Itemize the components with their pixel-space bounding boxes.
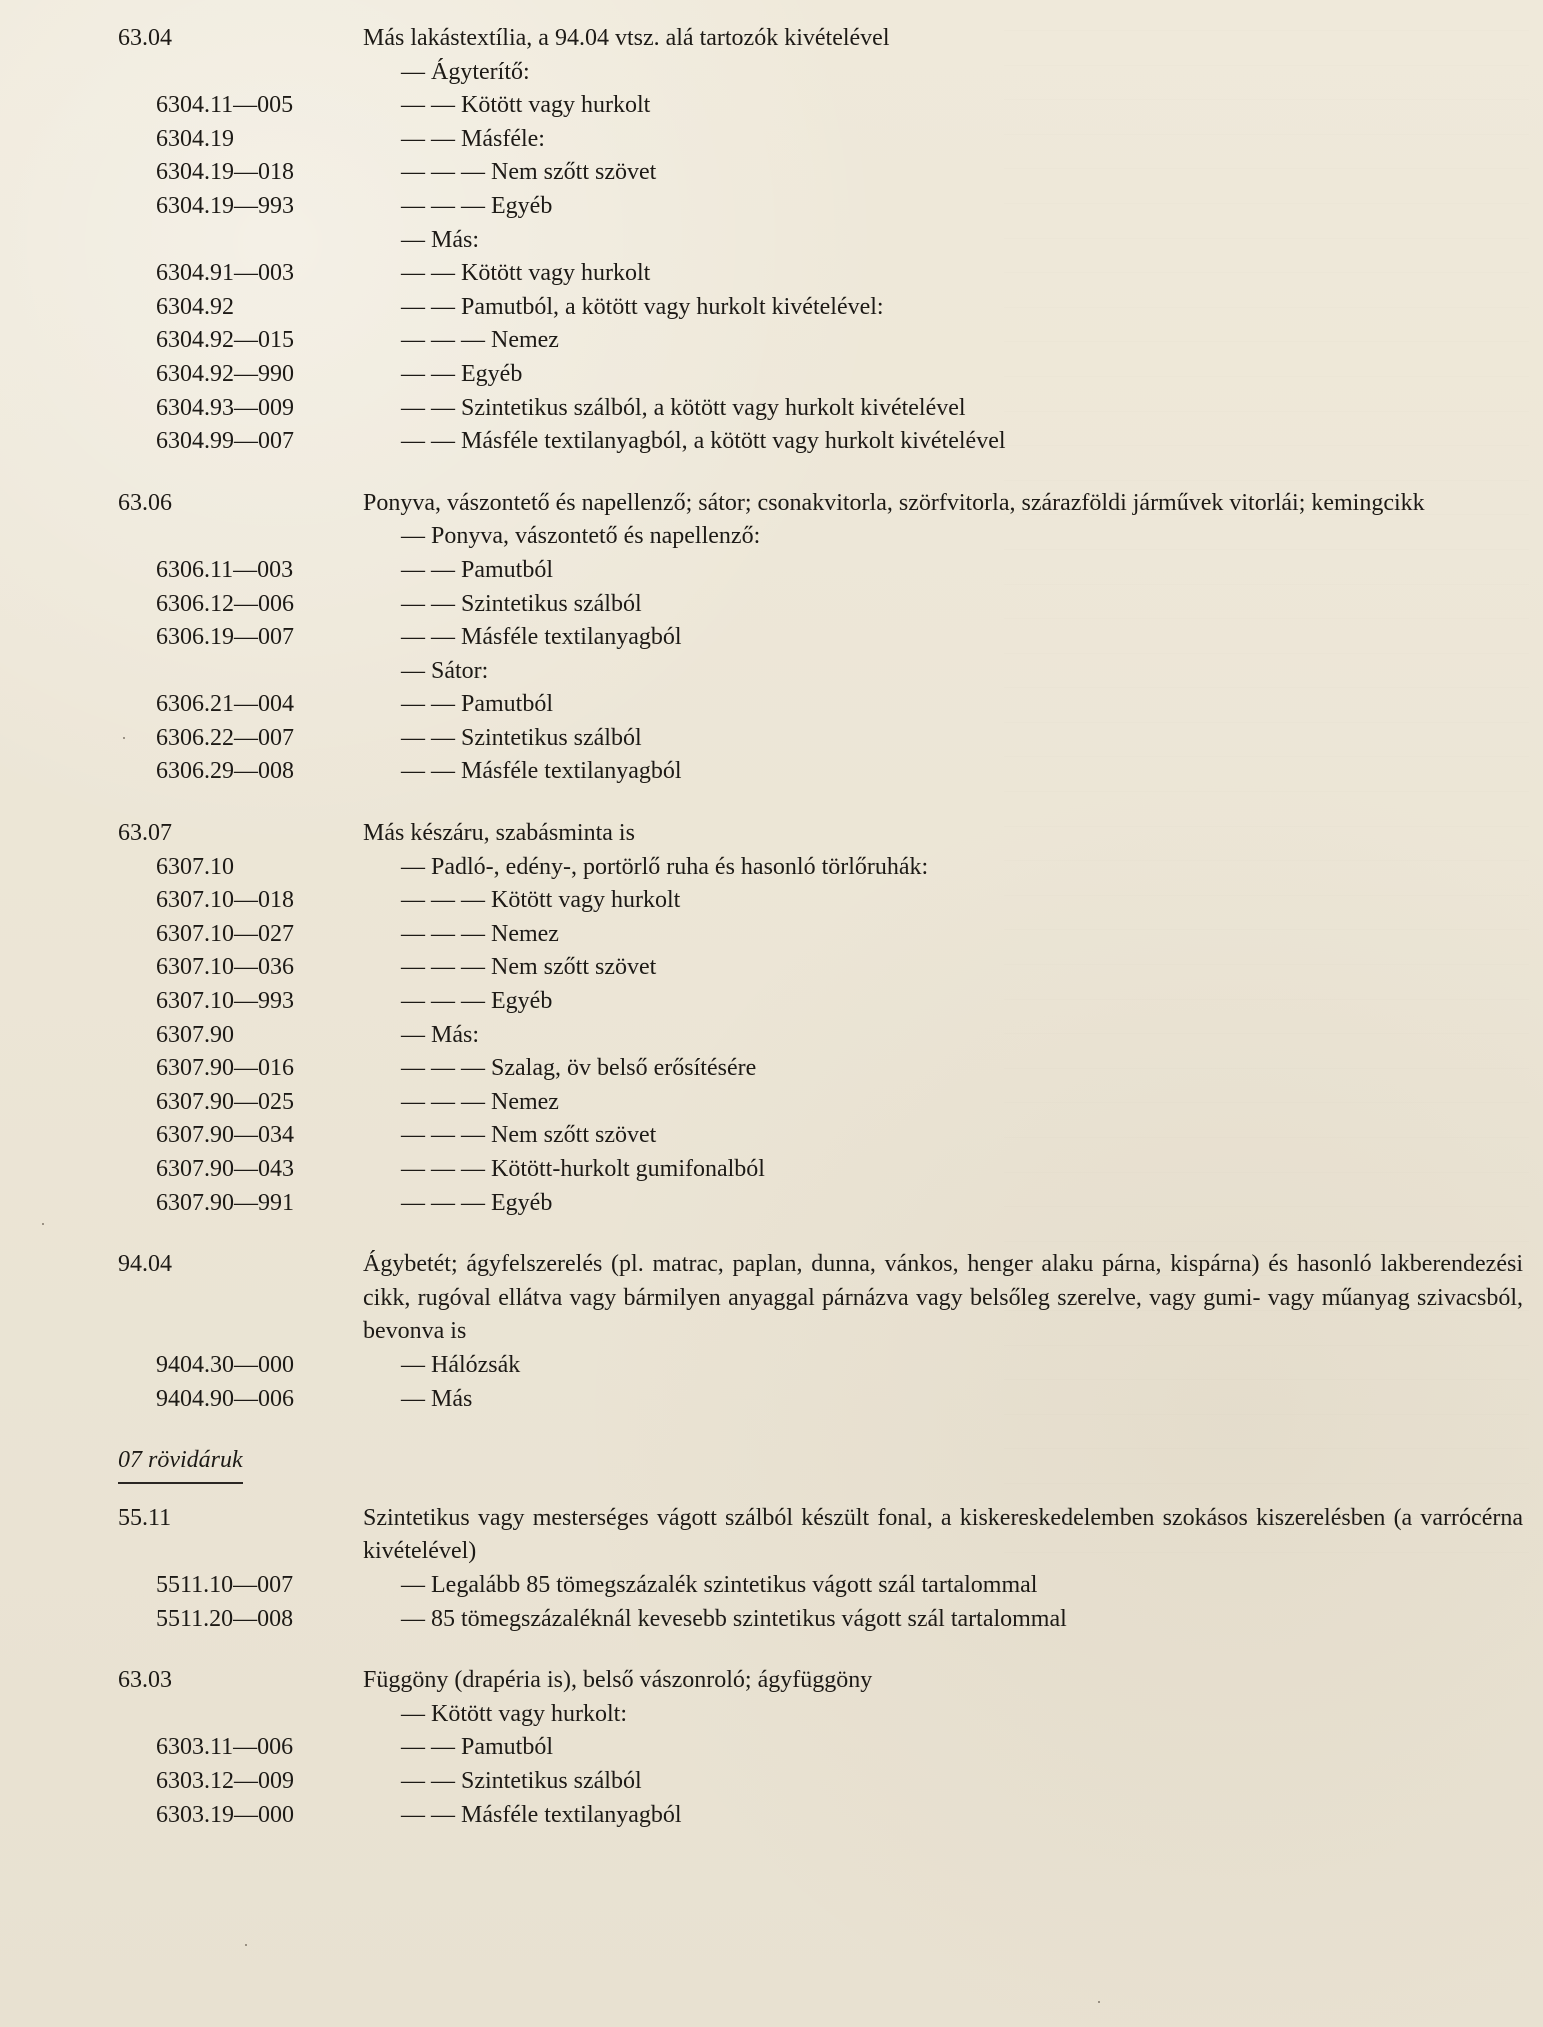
hierarchy-dash: — — [401,92,461,119]
section-heading-row [118,817,1523,851]
tariff-code: 6304.19—993 [156,192,294,219]
tariff-description [401,1569,1543,1603]
section-title [363,22,1523,56]
tariff-code: 6304.91—003 [156,260,294,287]
tariff-description [401,392,1543,426]
hierarchy-dash: — — — [401,954,491,981]
hierarchy-dash: — — [401,260,461,287]
item-text: Kötött vagy hurkolt [491,887,681,914]
tariff-code: 6307.90—043 [156,1156,294,1182]
tariff-description [401,1119,1543,1153]
hierarchy-dash: — — [401,1801,461,1828]
tariff-description [401,156,1543,190]
tariff-code: 6306.19—007 [156,624,294,651]
section-description: Ágybetét; ágyfelszerelés (pl. matrac, paplan, dunna, vánkos, henger alaku párna, kispárna) és hasonló lakberendezési cikk, rugóval ellátva vagy bármilyen anyaggal párnázva vagy belsőleg szerelve, vagy gumi- vagy műanyag szivacsból, bevonva is [363,1251,1523,1345]
item-text: Szintetikus szálból [461,590,642,617]
hierarchy-dash: — — — [401,327,491,354]
hierarchy-dash: — — [401,724,461,751]
tariff-code: 6307.90—025 [156,1088,294,1115]
tariff-section [118,22,1523,459]
tariff-code: 5511.20—008 [156,1605,294,1632]
hierarchy-dash: — — — [401,920,491,947]
tariff-row [118,1119,1523,1153]
item-text: Nemez [491,1088,559,1115]
tariff-row [118,688,1523,722]
hierarchy-dash: — — [401,691,461,718]
tariff-description [401,1383,1543,1417]
tariff-row [118,588,1523,622]
tariff-description [401,985,1543,1019]
tariff-description [401,1153,1543,1187]
tariff-row [118,1086,1523,1120]
tariff-row [118,1383,1523,1417]
tariff-code: 6304.19 [156,125,234,152]
section-title [363,1664,1523,1698]
tariff-description [401,1698,1543,1732]
item-text: Szintetikus szálból [461,724,642,751]
section-code: 63.03 [118,1667,172,1694]
paper-speck [1098,2001,1100,2003]
section-heading-row [118,22,1523,56]
tariff-row [118,722,1523,756]
hierarchy-dash: — — [401,428,461,455]
tariff-row [118,520,1523,554]
section-heading-row [118,1664,1523,1698]
tariff-row [118,257,1523,291]
hierarchy-dash: — — — [401,192,491,219]
tariff-description [401,884,1543,918]
section-description: Más lakástextília, a 94.04 vtsz. alá tartozók kivételével [363,25,890,51]
tariff-section [118,1248,1523,1416]
hierarchy-dash: — — — [401,1122,491,1149]
tariff-description [401,358,1543,392]
tariff-row [118,1052,1523,1086]
hierarchy-dash: — — [401,1767,461,1794]
tariff-row [118,392,1523,426]
hierarchy-dash: — [401,58,431,85]
tariff-row [118,655,1523,689]
tariff-code: 6304.11—005 [156,92,294,119]
section-code: 94.04 [118,1251,172,1278]
tariff-row [118,123,1523,157]
item-text: Nem szőtt szövet [491,1122,657,1149]
item-text: Nemez [491,327,559,354]
hierarchy-dash: — — [401,394,461,421]
tariff-row [118,425,1523,459]
tariff-code: 6307.10—036 [156,954,294,981]
item-text: Másféle textilanyagból [461,1801,682,1828]
item-text: Másféle: [461,125,545,152]
tariff-row [118,884,1523,918]
tariff-code: 9404.90—006 [156,1385,294,1412]
hierarchy-dash: — — [401,1734,461,1761]
tariff-code: 6307.10—018 [156,887,294,914]
section-code: 63.06 [118,489,172,516]
hierarchy-dash: — — — [401,1156,491,1182]
hierarchy-dash: — — [401,758,461,785]
tariff-description [401,224,1543,258]
hierarchy-dash: — — — [401,1055,491,1082]
item-text: Pamutból, a kötött vagy hurkolt kivételével: [461,293,884,320]
item-text: Másféle textilanyagból, a kötött vagy hurkolt kivételével [461,428,1006,455]
item-text: Egyéb [491,1189,553,1216]
tariff-row [118,918,1523,952]
paper-speck [245,1944,247,1946]
hierarchy-dash: — — [401,590,461,617]
category-heading [118,1444,1523,1484]
item-text: Szalag, öv belső erősítésére [491,1055,757,1082]
tariff-row [118,755,1523,789]
tariff-description [401,1187,1543,1221]
tariff-description [401,688,1543,722]
item-text: Pamutból [461,1734,554,1761]
hierarchy-dash: — [401,226,431,253]
item-text: Sátor: [431,657,489,684]
hierarchy-dash: — — — [401,1189,491,1216]
item-text: Kötött vagy hurkolt: [431,1700,627,1727]
section-heading-row [118,1248,1523,1349]
tariff-row [118,324,1523,358]
item-text: Ágyterítő: [431,58,530,85]
section-title [363,1248,1523,1349]
hierarchy-dash: — — — [401,1088,491,1115]
tariff-code: 5511.10—007 [156,1571,294,1598]
hierarchy-dash: — — [401,556,461,583]
tariff-code: 9404.30—000 [156,1351,294,1378]
item-text: Pamutból [461,691,554,718]
tariff-row [118,156,1523,190]
hierarchy-dash: — — [401,293,461,320]
item-text: 85 tömegszázaléknál kevesebb szintetikus vágott szál tartalommal [431,1605,1067,1632]
tariff-code: 6304.92—015 [156,327,294,354]
tariff-section [118,1664,1523,1832]
item-text: Padló-, edény-, portörlő ruha és hasonló törlőruhák: [431,853,929,880]
hierarchy-dash: — — [401,125,461,152]
tariff-row [118,1731,1523,1765]
tariff-code: 6306.29—008 [156,758,294,785]
tariff-row [118,1569,1523,1603]
item-text: Egyéb [491,988,553,1015]
tariff-section [118,1502,1523,1636]
item-text: Egyéb [491,192,553,219]
tariff-row [118,1765,1523,1799]
item-text: Szintetikus szálból, a kötött vagy hurkolt kivételével [461,394,966,421]
tariff-description [401,56,1543,90]
hierarchy-dash: — [401,1021,431,1048]
tariff-row [118,1799,1523,1833]
tariff-description [401,918,1543,952]
tariff-description [401,1349,1543,1383]
tariff-description [401,324,1543,358]
tariff-description [401,621,1543,655]
tariff-row [118,1349,1523,1383]
tariff-code: 6307.10—027 [156,920,294,947]
tariff-description [401,89,1543,123]
tariff-description [401,554,1543,588]
item-text: Másféle textilanyagból [461,624,682,651]
tariff-description [401,123,1543,157]
item-text: Más [431,1385,473,1412]
section-description: Ponyva, vászontető és napellenző; sátor; csonakvitorla, szörfvitorla, szárazföldi járművek vitorlái; kemingcikk [363,489,1425,516]
item-text: Más: [431,1021,479,1048]
hierarchy-dash: — [401,1700,431,1727]
tariff-description [401,520,1543,554]
item-text: Nem szőtt szövet [491,159,657,186]
hierarchy-dash: — [401,1385,431,1412]
tariff-description [401,851,1543,885]
item-text: Kötött-hurkolt gumifonalból [491,1156,765,1182]
section-code: 55.11 [118,1504,172,1531]
section-title [363,1502,1523,1569]
section-heading-row [118,487,1523,521]
section-description: Más készáru, szabásminta is [363,820,635,847]
tariff-section [118,817,1523,1220]
tariff-row [118,554,1523,588]
tariff-code: 6303.12—009 [156,1767,294,1794]
tariff-list [118,22,1523,1860]
section-description: Függöny (drapéria is), belső vászonroló; ágyfüggöny [363,1667,873,1694]
tariff-code: 6307.10 [156,853,234,880]
item-text: Nemez [491,920,559,947]
tariff-code: 6307.90 [156,1021,234,1048]
section-title [363,487,1523,521]
tariff-code: 6307.90—016 [156,1055,294,1082]
tariff-description [401,425,1543,459]
hierarchy-dash: — [401,853,431,880]
tariff-description [401,1731,1543,1765]
section-title [363,817,1523,851]
tariff-code: 6304.93—009 [156,394,294,421]
tariff-row [118,291,1523,325]
tariff-code: 6306.11—003 [156,556,294,583]
tariff-description [401,1019,1543,1053]
tariff-row [118,190,1523,224]
hierarchy-dash: — — [401,360,461,387]
tariff-description [401,951,1543,985]
hierarchy-dash: — [401,1605,431,1632]
tariff-row [118,621,1523,655]
tariff-code: 6306.22—007 [156,724,294,751]
tariff-row [118,224,1523,258]
tariff-code: 6304.19—018 [156,159,294,186]
section-code: 63.07 [118,820,172,847]
hierarchy-dash: — — — [401,159,491,186]
tariff-code: 6304.99—007 [156,428,294,455]
tariff-description [401,655,1543,689]
section-heading-row [118,1502,1523,1569]
tariff-code: 6304.92 [156,293,234,320]
tariff-row [118,985,1523,1019]
hierarchy-dash: — [401,523,431,550]
section-description: Szintetikus vagy mesterséges vágott szálból készült fonal, a kiskereskedelemben szokásos kiszerelésben (a varrócérna kivételével) [363,1504,1523,1565]
tariff-description [401,291,1543,325]
hierarchy-dash: — — — [401,988,491,1015]
tariff-code: 6307.10—993 [156,988,294,1015]
tariff-code: 6307.90—991 [156,1189,294,1216]
item-text: Kötött vagy hurkolt [461,260,651,287]
tariff-row [118,1698,1523,1732]
tariff-code: 6303.19—000 [156,1801,294,1828]
category-title: 07 rövidáruk [118,1444,243,1484]
tariff-row [118,89,1523,123]
tariff-description [401,1086,1543,1120]
tariff-description [401,1799,1543,1833]
hierarchy-dash: — [401,1571,431,1598]
tariff-row [118,1153,1523,1187]
tariff-description [401,1765,1543,1799]
tariff-row [118,1603,1523,1637]
paper-speck [42,1223,44,1225]
tariff-row [118,951,1523,985]
section-code: 63.04 [118,25,172,51]
tariff-row [118,358,1523,392]
tariff-row [118,1187,1523,1221]
tariff-code: 6306.21—004 [156,691,294,718]
item-text: Egyéb [461,360,523,387]
tariff-row [118,851,1523,885]
item-text: Legalább 85 tömegszázalék szintetikus vágott szál tartalommal [431,1571,1038,1598]
item-text: Nem szőtt szövet [491,954,657,981]
tariff-description [401,1603,1543,1637]
item-text: Más: [431,226,479,253]
tariff-description [401,257,1543,291]
tariff-description [401,722,1543,756]
item-text: Hálózsák [431,1351,521,1378]
tariff-code: 6303.11—006 [156,1734,294,1761]
tariff-row [118,56,1523,90]
hierarchy-dash: — [401,1351,431,1378]
tariff-code: 6304.92—990 [156,360,294,387]
tariff-description [401,1052,1543,1086]
item-text: Pamutból [461,556,554,583]
tariff-row [118,1019,1523,1053]
tariff-description [401,755,1543,789]
item-text: Ponyva, vászontető és napellenző: [431,523,761,550]
tariff-description [401,190,1543,224]
item-text: Szintetikus szálból [461,1767,642,1794]
hierarchy-dash: — — — [401,887,491,914]
item-text: Másféle textilanyagból [461,758,682,785]
item-text: Kötött vagy hurkolt [461,92,651,119]
tariff-code: 6306.12—006 [156,590,294,617]
hierarchy-dash: — — [401,624,461,651]
tariff-description [401,588,1543,622]
tariff-code: 6307.90—034 [156,1122,294,1149]
hierarchy-dash: — [401,657,431,684]
tariff-section [118,487,1523,789]
